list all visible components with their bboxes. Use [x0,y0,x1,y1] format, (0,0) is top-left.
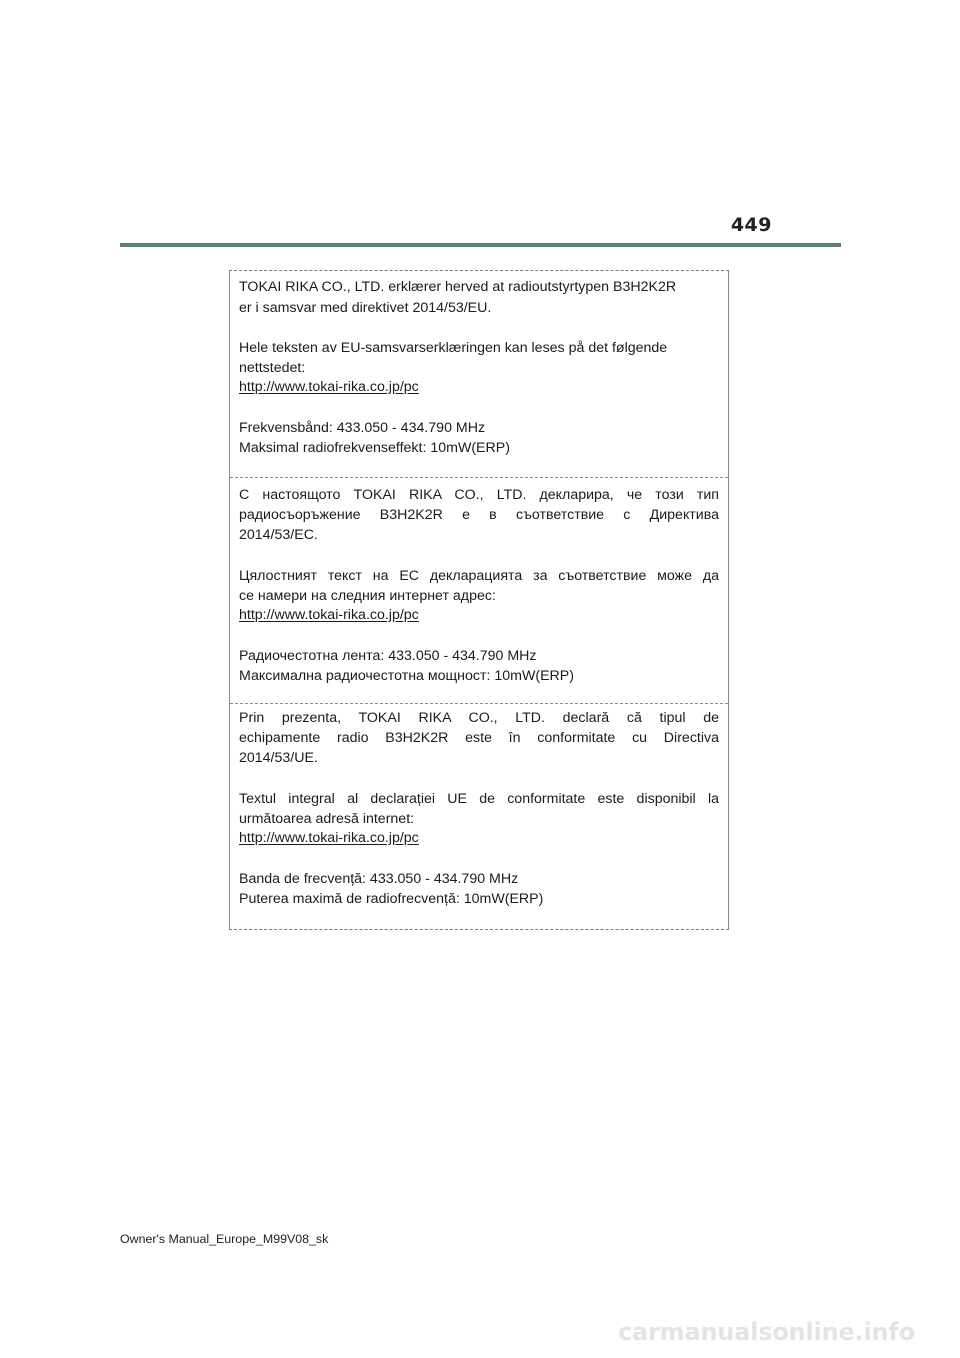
text-line: TOKAI RIKA CO., LTD. erklærer herved at radioutstyrtypen B3H2K2R [239,279,677,295]
text-line: echipamente radio B3H2K2R este în conformitate cu Directiva [239,730,719,746]
declaration-url[interactable]: http://www.tokai-rika.co.jp/pc [239,379,419,395]
page-number: 449 [730,214,772,236]
declaration-url[interactable]: http://www.tokai-rika.co.jp/pc [239,830,419,846]
text-line: Textul integral al declarației UE de conformitate este disponibil la [239,791,719,807]
footer-manual-id: Owner's Manual_Europe_M99V08_sk [120,1232,329,1246]
text-line: Frekvensbånd: 433.050 - 434.790 MHz [239,420,486,436]
text-line: 2014/53/UE. [239,750,318,766]
declaration-romanian [230,704,728,929]
declaration-bulgarian [230,478,728,704]
text-line: Максимална радиочестотна мощност: 10mW(ERP) [239,668,574,684]
text-line: Hele teksten av EU-samsvarserklæringen kan leses på det følgende [239,340,668,356]
header-rule [120,243,841,247]
text-line: nettstedet: [239,360,306,376]
text-line: 2014/53/ЕС. [239,527,318,543]
text-line: се намери на следния интернет адрес: [239,588,496,604]
text-line: er i samsvar med direktivet 2014/53/EU. [239,300,492,316]
text-line: Prin prezenta, TOKAI RIKA CO., LTD. declară că tipul de [239,710,719,726]
text-line: următoarea adresă internet: [239,811,415,827]
text-line: Puterea maximă de radiofrecvență: 10mW(ERP) [239,891,544,907]
declaration-url[interactable]: http://www.tokai-rika.co.jp/pc [239,607,419,623]
text-line: Радиочестотна лента: 433.050 - 434.790 MHz [239,648,537,664]
declaration-scan [229,270,729,930]
watermark: carmanualsonline.info [618,1318,915,1346]
declaration-norwegian [230,271,728,478]
text-line: С настоящото TOKAI RIKA CO., LTD. декларира, че този тип [239,487,719,503]
text-line: Banda de frecvență: 433.050 - 434.790 MHz [239,871,519,887]
text-line: Maksimal radiofrekvenseffekt: 10mW(ERP) [239,440,510,456]
text-line: Цялостният текст на ЕС декларацията за съответствие може да [239,568,719,584]
text-line: радиосъоръжение B3H2K2R е в съответствие с Директива [239,507,719,523]
